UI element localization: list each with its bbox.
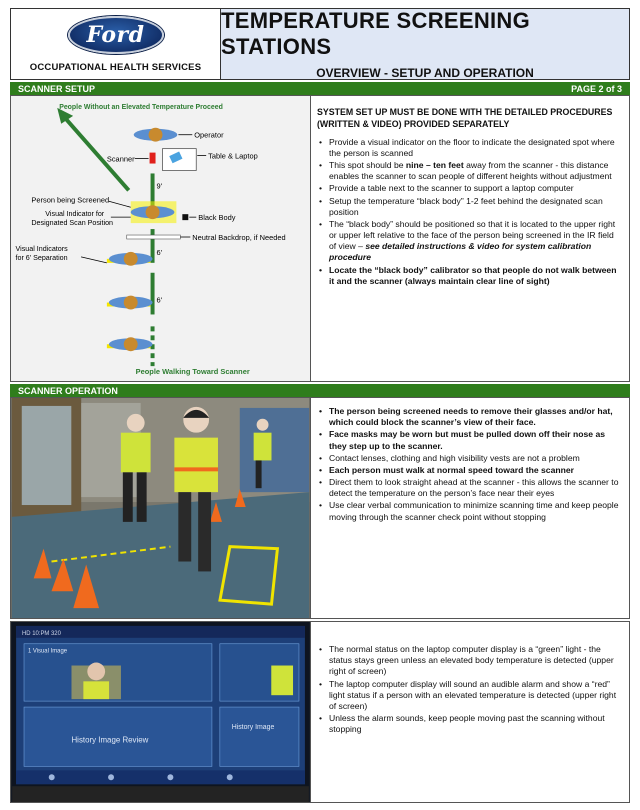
setup-list [317,137,621,287]
page-number: PAGE 2 of 3 [571,83,622,94]
page-title: TEMPERATURE SCREENING STATIONS [221,8,531,59]
operation-bullet-4 [317,465,621,476]
screen-panel-label: 1 Visual Image [27,648,68,655]
setup-bullet-6 [317,265,621,287]
screen-taskbar [16,770,305,784]
setup-bullet-4 [317,196,621,218]
operation-bullet-4-text: Each person must walk at normal speed toward the scanner [329,464,574,475]
setup-diagram [11,96,310,381]
laptop-screen-photo [11,622,310,802]
operator-head [149,128,163,142]
operation-photo-cell [11,398,311,618]
setup-bullet-5 [317,219,621,264]
operation-bullet-2 [317,429,621,451]
setup-lead: SYSTEM SET UP MUST BE DONE WITH THE DETAILED PROCEDURES (WRITTEN & VIDEO) PROVIDED SEPARATELY [317,107,613,129]
label-person [31,195,109,204]
worker-bg-1-leg-right [137,472,147,522]
setup-bullet-6-text: Locate the “black body” calibrator so that people do not walk between it and the scanner (always maintain clear line of sight) [329,264,617,286]
label-distance-9: 9' [156,181,163,191]
label-separation-line2: for 6' Separation [15,253,68,262]
operation-bullet-6-text: Use clear verbal communication to minimize scanning time and keep people moving through the scanner check point without stopping [329,500,619,522]
worker-main-leg-right [198,492,211,571]
page-subtitle: OVERVIEW - SETUP AND OPERATION [316,66,534,80]
label-distance-6b: 6' [156,295,163,305]
setup-bullet-5-a: The “black body” should be positioned so that it is located to the upper right or upper left relative to the face of the person being screened in the IR field of view – [329,218,616,252]
screen-history-label: History Image Review [71,735,149,745]
setup-bullet-3-text: Provide a table next to the scanner to support a laptop computer [329,183,574,194]
operation-row-1 [10,397,630,619]
setup-bullet-2-a: This spot should be [329,160,406,171]
label-distance-6a: 6' [156,247,163,257]
worker-main-vest [174,438,218,493]
screening-photo [11,398,310,618]
taskbar-icon-1 [49,774,55,780]
photo-door-window [22,406,72,505]
label-table: Table & Laptop [208,151,258,161]
screen-person-head [87,663,105,681]
status-bullet-1 [317,644,621,678]
operation-bullet-3 [317,453,621,464]
operation-bullet-6 [317,500,621,522]
screen-person-vest [83,681,109,699]
operation-bullet-2-text: Face masks may be worn but must be pulled down off their nose as they step up to the scanner. [329,429,606,451]
neutral-backdrop [127,235,181,239]
screen-topbar-text: HD 10:PM 320 [22,630,61,637]
worker-bg-2-head [257,419,269,431]
scanner-device [150,153,156,164]
status-bullet-3-text: Unless the alarm sounds, keep people moving past the scanning without stopping [329,713,605,735]
setup-diagram-cell [11,96,311,381]
label-operator: Operator [194,130,224,140]
label-indicator-line1: Visual Indicator for [45,210,105,219]
operation-bullet-1 [317,406,621,428]
taskbar-icon-2 [108,774,114,780]
taskbar-icon-3 [167,774,173,780]
operation-bullet-3-text: Contact lenses, clothing and high visibility vests are not a problem [329,452,580,463]
label-walking: People Walking Toward Scanner [135,367,250,377]
operation-list-1 [317,406,621,523]
setup-bullet-4-text: Setup the temperature “black body” 1-2 feet behind the designated scan position [329,195,603,217]
setup-bullet-1-text: Provide a visual indicator on the floor to indicate the designated spot where the person is scanned [329,136,615,158]
status-bullet-1-text: The normal status on the laptop computer display is a “green” light - the status stays green unless an elevated body temperature is detected (upper right of screen) [329,644,614,677]
operation-bullet-5 [317,477,621,499]
status-bullet-2 [317,679,621,713]
walker-2-head [124,296,138,310]
screened-person-head [146,205,160,219]
operation-text-cell-2 [311,622,629,802]
setup-bullet-2-c: away from the scanner - this distance enables the scanner to scan people of different heights without adjustment [329,160,612,182]
label-proceed: People Without an Elevated Temperature Proceed [59,103,223,111]
laptop-bezel [12,786,309,802]
org-name: OCCUPATIONAL HEALTH SERVICES [29,61,202,73]
header [10,8,630,80]
worker-bg-2-vest [254,433,272,461]
section-label-setup: SCANNER SETUP [18,83,96,94]
operation-row-2 [10,621,630,803]
setup-text-cell [311,96,629,381]
header-logo-area [11,9,221,79]
operation-text-cell-1 [311,398,629,618]
setup-bullet-2-b: nine – ten feet [405,160,464,171]
ford-logo [68,16,164,54]
worker-bg-2-leg [256,460,262,488]
worker-bg-1-leg-left [123,472,133,522]
status-bullet-3 [317,713,621,735]
worker-main-leg-left [178,492,191,561]
setup-bullet-2 [317,160,621,182]
setup-bullet-3 [317,183,621,194]
setup-row [10,95,630,382]
walker-3-head [124,337,138,351]
taskbar-icon-4 [227,774,233,780]
setup-bullet-5-b: see detailed instructions & video for system calibration procedure [329,241,592,263]
screen-history-label-2: History Image [231,723,275,731]
screen-side-thumb [271,666,293,696]
section-label-operation: SCANNER OPERATION [18,385,118,396]
ford-logo-text: Ford [86,21,145,48]
section-bar-operation [10,384,630,397]
operation-screen-cell [11,622,311,802]
label-separation-line1: Visual Indicators [15,244,68,253]
label-black-body: Black Body [198,213,236,223]
operation-bullet-5-text: Direct them to look straight ahead at the scanner - this allows the scanner to detect the temperature on the person’s face near their eyes [329,477,619,499]
operation-list-2 [317,644,621,735]
label-person-text: Person being Screened [31,195,110,205]
operation-bullet-1-text: The person being screened needs to remove their glasses and/or hat, which could block the scanner’s view of their face. [329,406,613,428]
label-indicator-line2: Designated Scan Position [31,219,113,228]
worker-main-stripe [174,467,218,471]
section-bar-setup [10,82,630,95]
black-body [182,214,188,220]
screen-history-panel-2 [220,707,299,766]
photo-blue-door [240,408,309,492]
label-scanner: Scanner [106,154,135,164]
status-bullet-2-text: The laptop computer display will sound an audible alarm and show a “red” light status if a person with an elevated temperature is detected (upper right of screen) [329,678,617,711]
walker-1-head [124,252,138,266]
label-backdrop: Neutral Backdrop, if Needed [192,232,286,242]
worker-bg-1-head [127,414,145,432]
setup-bullet-1 [317,137,621,159]
header-title-area [221,9,629,79]
worker-bg-1-vest [121,433,151,473]
